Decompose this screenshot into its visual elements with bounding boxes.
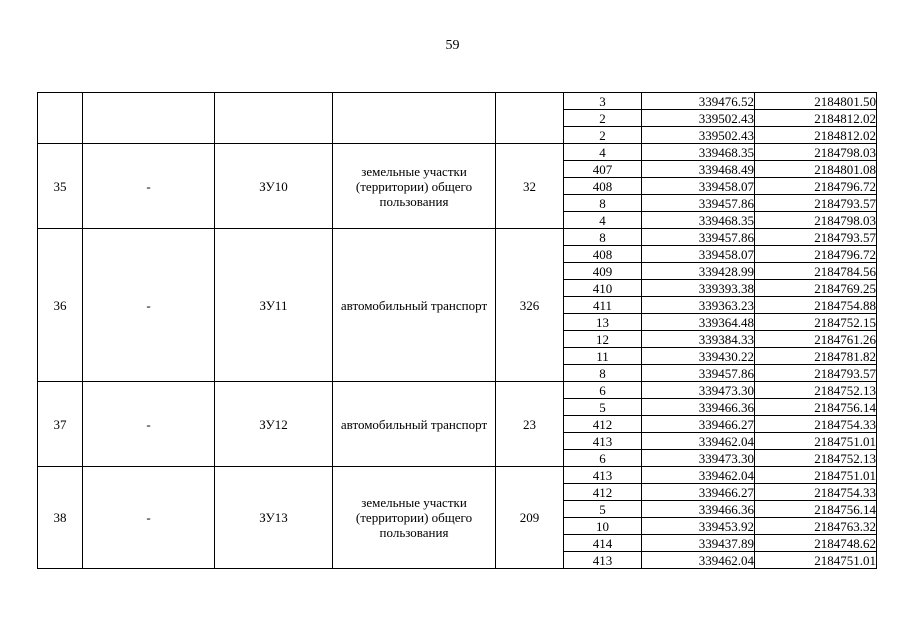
- point-number-cell: 412: [564, 416, 642, 433]
- permitted-use-cell: автомобильный транспорт: [333, 382, 496, 467]
- cadastral-number-cell: -: [83, 467, 215, 569]
- y-coordinate-cell: 2184751.01: [755, 467, 877, 484]
- point-number-cell: 4: [564, 212, 642, 229]
- permitted-use-cell: [333, 93, 496, 144]
- table-row: [38, 144, 877, 161]
- x-coordinate-cell: 339384.33: [642, 331, 755, 348]
- x-coordinate-cell: 339462.04: [642, 552, 755, 569]
- x-coordinate-cell: 339502.43: [642, 127, 755, 144]
- y-coordinate-cell: 2184801.50: [755, 93, 877, 110]
- permitted-use-cell: автомобильный транспорт: [333, 229, 496, 382]
- plot-number-cell: 38: [38, 467, 83, 569]
- point-number-cell: 413: [564, 467, 642, 484]
- point-number-cell: 5: [564, 399, 642, 416]
- x-coordinate-cell: 339466.27: [642, 416, 755, 433]
- x-coordinate-cell: 339462.04: [642, 433, 755, 450]
- x-coordinate-cell: 339364.48: [642, 314, 755, 331]
- y-coordinate-cell: 2184798.03: [755, 212, 877, 229]
- y-coordinate-cell: 2184752.13: [755, 450, 877, 467]
- y-coordinate-cell: 2184756.14: [755, 399, 877, 416]
- cadastral-number-cell: -: [83, 382, 215, 467]
- plot-designation-cell: ЗУ13: [215, 467, 333, 569]
- area-cell: [496, 93, 564, 144]
- point-number-cell: 8: [564, 195, 642, 212]
- plot-number-cell: 37: [38, 382, 83, 467]
- y-coordinate-cell: 2184752.13: [755, 382, 877, 399]
- x-coordinate-cell: 339363.23: [642, 297, 755, 314]
- point-number-cell: 5: [564, 501, 642, 518]
- table-row: [38, 229, 877, 246]
- point-number-cell: 411: [564, 297, 642, 314]
- y-coordinate-cell: 2184751.01: [755, 552, 877, 569]
- y-coordinate-cell: 2184781.82: [755, 348, 877, 365]
- x-coordinate-cell: 339466.36: [642, 501, 755, 518]
- point-number-cell: 13: [564, 314, 642, 331]
- point-number-cell: 2: [564, 127, 642, 144]
- permitted-use-cell: земельные участки (территории) общего пользования: [333, 144, 496, 229]
- table-row: [38, 382, 877, 399]
- point-number-cell: 2: [564, 110, 642, 127]
- cadastral-number-cell: -: [83, 229, 215, 382]
- y-coordinate-cell: 2184798.03: [755, 144, 877, 161]
- plot-number-cell: 36: [38, 229, 83, 382]
- x-coordinate-cell: 339466.36: [642, 399, 755, 416]
- y-coordinate-cell: 2184812.02: [755, 110, 877, 127]
- plot-designation-cell: ЗУ12: [215, 382, 333, 467]
- x-coordinate-cell: 339468.35: [642, 144, 755, 161]
- cadastral-number-cell: -: [83, 144, 215, 229]
- plot-designation-cell: [215, 93, 333, 144]
- plot-number-cell: 35: [38, 144, 83, 229]
- point-number-cell: 8: [564, 229, 642, 246]
- table-body: [38, 93, 877, 569]
- y-coordinate-cell: 2184812.02: [755, 127, 877, 144]
- x-coordinate-cell: 339473.30: [642, 382, 755, 399]
- plot-number-cell: [38, 93, 83, 144]
- y-coordinate-cell: 2184763.32: [755, 518, 877, 535]
- point-number-cell: 8: [564, 365, 642, 382]
- y-coordinate-cell: 2184754.33: [755, 416, 877, 433]
- area-cell: 23: [496, 382, 564, 467]
- point-number-cell: 12: [564, 331, 642, 348]
- point-number-cell: 3: [564, 93, 642, 110]
- point-number-cell: 6: [564, 450, 642, 467]
- x-coordinate-cell: 339428.99: [642, 263, 755, 280]
- x-coordinate-cell: 339468.35: [642, 212, 755, 229]
- y-coordinate-cell: 2184754.33: [755, 484, 877, 501]
- y-coordinate-cell: 2184748.62: [755, 535, 877, 552]
- x-coordinate-cell: 339462.04: [642, 467, 755, 484]
- plot-designation-cell: ЗУ11: [215, 229, 333, 382]
- x-coordinate-cell: 339466.27: [642, 484, 755, 501]
- point-number-cell: 10: [564, 518, 642, 535]
- point-number-cell: 408: [564, 246, 642, 263]
- y-coordinate-cell: 2184784.56: [755, 263, 877, 280]
- y-coordinate-cell: 2184769.25: [755, 280, 877, 297]
- y-coordinate-cell: 2184761.26: [755, 331, 877, 348]
- y-coordinate-cell: 2184754.88: [755, 297, 877, 314]
- plot-designation-cell: ЗУ10: [215, 144, 333, 229]
- y-coordinate-cell: 2184756.14: [755, 501, 877, 518]
- y-coordinate-cell: 2184793.57: [755, 365, 877, 382]
- permitted-use-cell: земельные участки (территории) общего пользования: [333, 467, 496, 569]
- point-number-cell: 412: [564, 484, 642, 501]
- point-number-cell: 6: [564, 382, 642, 399]
- x-coordinate-cell: 339457.86: [642, 195, 755, 212]
- y-coordinate-cell: 2184752.15: [755, 314, 877, 331]
- point-number-cell: 4: [564, 144, 642, 161]
- x-coordinate-cell: 339468.49: [642, 161, 755, 178]
- x-coordinate-cell: 339457.86: [642, 229, 755, 246]
- x-coordinate-cell: 339430.22: [642, 348, 755, 365]
- point-number-cell: 413: [564, 552, 642, 569]
- page-number: 59: [445, 38, 460, 53]
- area-cell: 209: [496, 467, 564, 569]
- table-row: [38, 467, 877, 484]
- point-number-cell: 413: [564, 433, 642, 450]
- x-coordinate-cell: 339457.86: [642, 365, 755, 382]
- y-coordinate-cell: 2184801.08: [755, 161, 877, 178]
- coordinates-table: [37, 92, 877, 569]
- y-coordinate-cell: 2184751.01: [755, 433, 877, 450]
- point-number-cell: 414: [564, 535, 642, 552]
- point-number-cell: 410: [564, 280, 642, 297]
- y-coordinate-cell: 2184796.72: [755, 178, 877, 195]
- y-coordinate-cell: 2184796.72: [755, 246, 877, 263]
- y-coordinate-cell: 2184793.57: [755, 195, 877, 212]
- x-coordinate-cell: 339453.92: [642, 518, 755, 535]
- x-coordinate-cell: 339476.52: [642, 93, 755, 110]
- x-coordinate-cell: 339437.89: [642, 535, 755, 552]
- x-coordinate-cell: 339458.07: [642, 246, 755, 263]
- x-coordinate-cell: 339458.07: [642, 178, 755, 195]
- point-number-cell: 11: [564, 348, 642, 365]
- x-coordinate-cell: 339393.38: [642, 280, 755, 297]
- x-coordinate-cell: 339473.30: [642, 450, 755, 467]
- table-row: [38, 93, 877, 110]
- area-cell: 326: [496, 229, 564, 382]
- point-number-cell: 408: [564, 178, 642, 195]
- y-coordinate-cell: 2184793.57: [755, 229, 877, 246]
- point-number-cell: 409: [564, 263, 642, 280]
- area-cell: 32: [496, 144, 564, 229]
- cadastral-number-cell: [83, 93, 215, 144]
- point-number-cell: 407: [564, 161, 642, 178]
- x-coordinate-cell: 339502.43: [642, 110, 755, 127]
